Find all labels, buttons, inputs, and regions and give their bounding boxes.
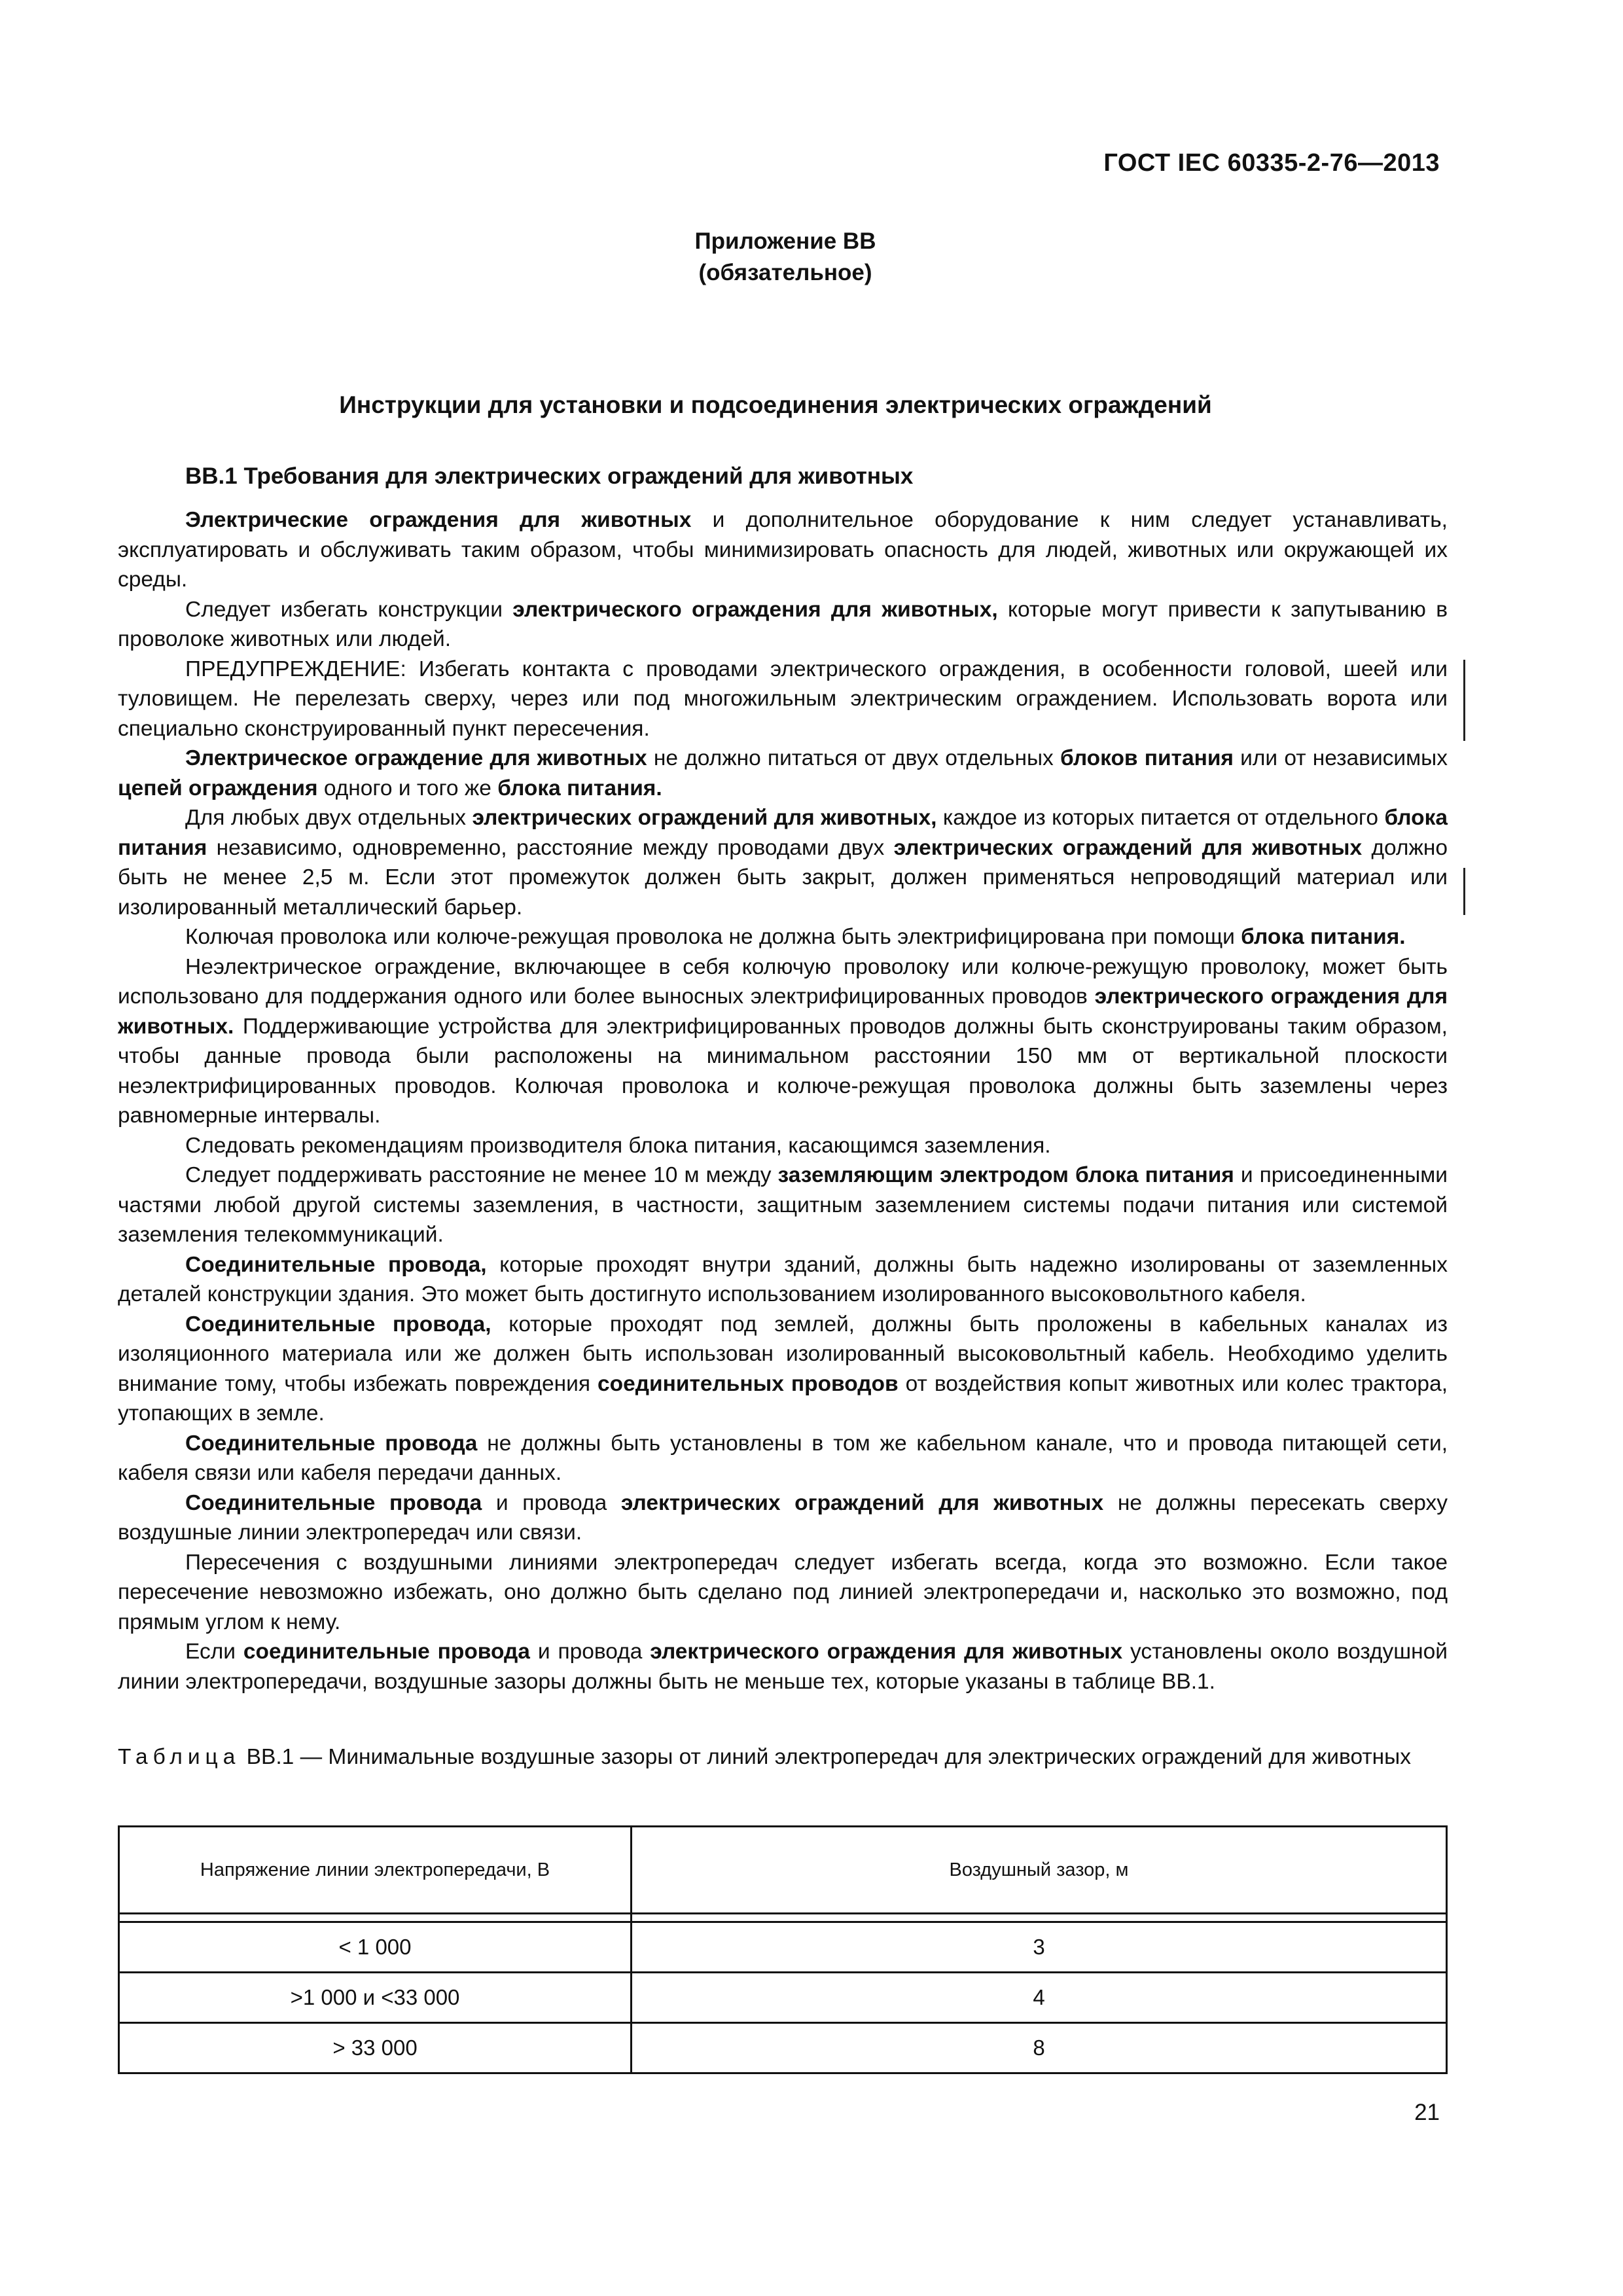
bold-term: Электрические ограждения для животных: [185, 508, 692, 532]
text-run: каждое из которых питается от отдельного: [936, 806, 1385, 830]
paragraph: [118, 505, 1448, 595]
table-cell-voltage: < 1 000: [119, 1922, 632, 1973]
text-run: и провода: [529, 1640, 651, 1664]
table-cell-clearance: 8: [632, 2023, 1447, 2073]
text-run: которые могут привести к запутыванию в проволоке животных или людей.: [118, 597, 1448, 651]
table-cell-voltage: >1 000 и <33 000: [119, 1973, 632, 2023]
text-run: Неэлектрическое ограждение, включающее в себя колючую проволоку или колюче-режущую проволоку, может быть использовано для поддержания одного или более выносных электрифицированных проводов: [118, 954, 1448, 1009]
bold-term: Электрическое ограждение для животных: [185, 746, 647, 770]
table-caption-word: Таблица: [118, 1745, 241, 1769]
bold-term: заземляющим электродом блока питания: [777, 1163, 1234, 1187]
annex-label: Приложение ВВ: [694, 228, 876, 254]
bold-term: электрических ограждений для животных: [893, 835, 1363, 860]
paragraph: [118, 744, 1448, 803]
bold-term: соединительные провода: [243, 1640, 530, 1664]
bold-term: блока питания: [118, 806, 1448, 860]
bold-term: Соединительные провода,: [185, 1252, 487, 1277]
text-run: Следовать рекомендациям производителя блока питания, касающимся заземления.: [185, 1133, 1051, 1158]
page-number: 21: [1414, 2100, 1440, 2125]
paragraph: [118, 1637, 1448, 1696]
bold-term: электрических ограждений для животных,: [472, 806, 937, 830]
paragraph: [118, 922, 1448, 952]
change-marker-bar: [1463, 868, 1465, 915]
table-row: [119, 1973, 1447, 2023]
text-run: Колючая проволока или колюче-режущая проволока не должна быть электрифицирована при помощи: [185, 925, 1241, 949]
annex-status: (обязательное): [698, 260, 872, 285]
document-title: Инструкции для установки и подсоединения электрических ограждений: [339, 391, 1212, 418]
clearance-table: [118, 1825, 1448, 2074]
bold-term: электрических ограждений для животных: [620, 1490, 1104, 1515]
text-run: от воздействия копыт животных или колес трактора, утопающих в земле.: [118, 1371, 1448, 1426]
text-run: или от независимых: [1233, 746, 1448, 770]
paragraph: [118, 803, 1448, 922]
bold-term: Соединительные провода: [185, 1431, 478, 1456]
table-row: [119, 1922, 1447, 1973]
text-run: установлены около воздушной линии электропередачи, воздушные зазоры должны быть не меньше тех, которые указаны в таблице ВВ.1.: [118, 1640, 1448, 1694]
bold-term: Соединительные провода: [185, 1490, 482, 1515]
section-heading: ВВ.1 Требования для электрических ограждений для животных: [185, 463, 914, 489]
bold-term: блоков питания: [1060, 746, 1234, 770]
text-run: не должны пересекать сверху воздушные линии электропередач или связи.: [118, 1490, 1448, 1545]
text-run: ПРЕДУПРЕЖДЕНИЕ: Избегать контакта с проводами электрического ограждения, в особенности головой, шеей или туловищем. Не перелезать сверху, через или под многожильным электрическим ограждением. Использовать ворота или специально сконструированный пункт пересечения.: [118, 656, 1448, 741]
standard-code: ГОСТ IEC 60335-2-76—2013: [1103, 149, 1440, 177]
bold-term: блока питания.: [497, 776, 662, 800]
bold-term: блока питания.: [1241, 925, 1406, 949]
text-run: одного и того же: [317, 776, 498, 800]
text-run: не должны быть установлены в том же кабельном канале, что и провода питающей сети, кабеля связи или кабеля передачи данных.: [118, 1431, 1448, 1485]
text-run: не должно питаться от двух отдельных: [647, 746, 1060, 770]
bold-term: электрического ограждения для животных,: [512, 597, 998, 622]
paragraph: [118, 1548, 1448, 1638]
warning-paragraph: [118, 655, 1448, 744]
bold-term: электрического ограждения для животных: [650, 1640, 1123, 1664]
change-marker-bar: [1463, 660, 1465, 741]
bold-term: Соединительные провода,: [185, 1312, 491, 1336]
text-run: Следует избегать конструкции: [185, 597, 513, 622]
annex-heading: [0, 226, 1571, 289]
paragraph: [118, 1131, 1448, 1161]
paragraph: [118, 1160, 1448, 1250]
table-cell-clearance: 4: [632, 1973, 1447, 2023]
table-cell-clearance: 3: [632, 1922, 1447, 1973]
text-run: и дополнительное оборудование к ним следует устанавливать, эксплуатировать и обслуживать таким образом, чтобы минимизировать опасность для людей, животных или окружающей их среды.: [118, 508, 1448, 592]
header-divider: [632, 1914, 1447, 1922]
table-cell-voltage: > 33 000: [119, 2023, 632, 2073]
text-run: Для любых двух отдельных: [185, 806, 473, 830]
paragraph: [118, 1488, 1448, 1548]
text-run: которые проходят под землей, должны быть проложены в кабельных каналах из изоляционного материала или же должен быть использован изолированный высоковольтный кабель. Необходимо уделить внимание тому, чтобы избежать повреждения: [118, 1312, 1448, 1396]
table-row: [119, 2023, 1447, 2073]
table-caption-text: ВВ.1 — Минимальные воздушные зазоры от линий электропередач для электрических ограждений для животных: [240, 1745, 1412, 1769]
body-text: [118, 505, 1448, 1696]
bold-term: соединительных проводов: [597, 1371, 899, 1396]
table-header-clearance: Воздушный зазор, м: [632, 1827, 1447, 1914]
text-run: и провода: [482, 1490, 621, 1515]
bold-term: цепей ограждения: [118, 776, 318, 800]
table-header-voltage: Напряжение линии электропередачи, В: [119, 1827, 632, 1914]
text-run: и присоединенными частями любой другой системы заземления, в частности, защитным заземлением системы подачи питания или системой заземления телекоммуникаций.: [118, 1163, 1448, 1247]
paragraph: [118, 1429, 1448, 1488]
bold-term: электрического ограждения для животных.: [118, 984, 1448, 1039]
text-run: Поддерживающие устройства для электрифицированных проводов должны быть сконструированы таким образом, чтобы данные провода были расположены на минимальном расстоянии 150 мм от вертикальной плоскости неэлектрифицированных проводов. Колючая проволока и колюче-режущая проволока должны быть заземлены через равномерные интервалы.: [118, 1014, 1448, 1128]
text-run: независимо, одновременно, расстояние между проводами двух: [207, 835, 894, 860]
text-run: которые проходят внутри зданий, должны быть надежно изолированы от заземленных деталей конструкции здания. Это может быть достигнуто использованием изолированного высоковольтного кабеля.: [118, 1252, 1448, 1306]
paragraph: [118, 595, 1448, 655]
text-run: должно быть не менее 2,5 м. Если этот промежуток должен быть закрыт, должен применяться непроводящий материал или изолированный металлический барьер.: [118, 835, 1448, 920]
header-divider: [119, 1914, 632, 1922]
paragraph: [118, 1250, 1448, 1310]
text-run: Если: [185, 1640, 243, 1664]
text-run: Следует поддерживать расстояние не менее 10 м между: [185, 1163, 778, 1187]
paragraph: [118, 1310, 1448, 1429]
paragraph: [118, 952, 1448, 1131]
text-run: Пересечения с воздушными линиями электропередач следует избегать всегда, когда это возможно. Если такое пересечение невозможно избежать, оно должно быть сделано под линией электропередачи и, насколько это возможно, под прямым углом к нему.: [118, 1550, 1448, 1634]
table-caption: [118, 1742, 1448, 1772]
